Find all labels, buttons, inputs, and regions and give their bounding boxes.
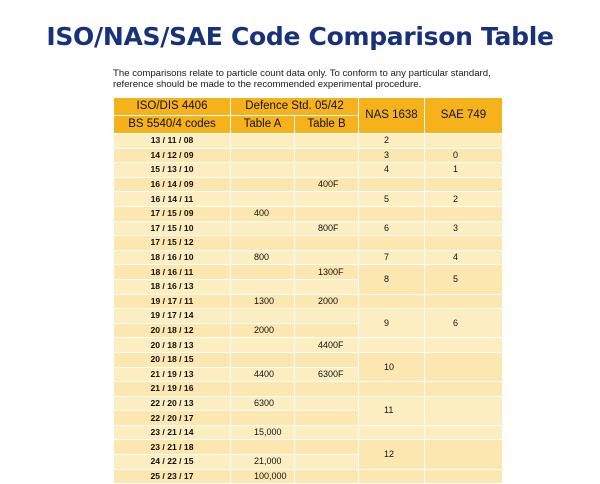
sae-cell (425, 177, 503, 192)
table-row (114, 309, 503, 324)
nas-cell (359, 236, 425, 251)
table-a-cell (231, 236, 295, 251)
nas-cell: 12 (359, 440, 425, 469)
table-b-cell (295, 411, 359, 426)
iso-code-cell: 23 / 21 / 14 (114, 425, 231, 440)
table-b-cell (295, 250, 359, 265)
iso-code-cell: 20 / 18 / 13 (114, 338, 231, 353)
table-body (114, 134, 503, 484)
table-a-cell (231, 382, 295, 397)
table-a-cell (231, 338, 295, 353)
iso-code-cell: 16 / 14 / 11 (114, 192, 231, 207)
table-b-cell (295, 469, 359, 484)
sae-cell (425, 338, 503, 353)
table-b-cell (295, 192, 359, 207)
table-a-cell (231, 177, 295, 192)
table-a-cell (231, 148, 295, 163)
nas-cell (359, 425, 425, 440)
iso-code-cell: 22 / 20 / 17 (114, 411, 231, 426)
iso-code-cell: 17 / 15 / 12 (114, 236, 231, 251)
nas-cell: 2 (359, 134, 425, 149)
nas-cell (359, 177, 425, 192)
table-a-cell (231, 134, 295, 149)
table-a-cell (231, 163, 295, 178)
iso-code-cell: 25 / 23 / 17 (114, 469, 231, 484)
table-a-cell: 1300 (231, 294, 295, 309)
iso-code-cell: 19 / 17 / 14 (114, 309, 231, 324)
sae-cell (425, 236, 503, 251)
nas-cell (359, 294, 425, 309)
nas-cell (359, 469, 425, 484)
table-row (114, 425, 503, 440)
table-a-cell: 6300 (231, 396, 295, 411)
iso-code-cell: 13 / 11 / 08 (114, 134, 231, 149)
iso-code-cell: 14 / 12 / 09 (114, 148, 231, 163)
table-row (114, 265, 503, 280)
table-row (114, 338, 503, 353)
iso-code-cell: 19 / 17 / 11 (114, 294, 231, 309)
nas-cell (359, 382, 425, 397)
table-b-cell: 4400F (295, 338, 359, 353)
table-a-cell (231, 192, 295, 207)
nas-cell: 8 (359, 265, 425, 294)
table-a-cell: 21,000 (231, 455, 295, 470)
nas-cell: 11 (359, 396, 425, 425)
table-row (114, 221, 503, 236)
nas-cell: 5 (359, 192, 425, 207)
table-b-cell (295, 148, 359, 163)
table-a-cell (231, 411, 295, 426)
iso-code-cell: 20 / 18 / 12 (114, 323, 231, 338)
table-b-cell (295, 323, 359, 338)
header-iso-line1: ISO/DIS 4406 (114, 98, 231, 116)
sae-cell: 4 (425, 250, 503, 265)
header-sae: SAE 749 (425, 98, 503, 134)
table-a-cell: 2000 (231, 323, 295, 338)
header-defence-std: Defence Std. 05/42 (231, 98, 359, 116)
iso-code-cell: 23 / 21 / 18 (114, 440, 231, 455)
table-b-cell: 400F (295, 177, 359, 192)
table-b-cell (295, 236, 359, 251)
table-b-cell: 2000 (295, 294, 359, 309)
sae-cell: 0 (425, 148, 503, 163)
iso-code-cell: 21 / 19 / 13 (114, 367, 231, 382)
table-a-cell (231, 279, 295, 294)
table-b-cell: 1300F (295, 265, 359, 280)
table-row (114, 134, 503, 149)
table-row (114, 250, 503, 265)
sae-cell: 6 (425, 309, 503, 338)
header-iso-line2: BS 5540/4 codes (114, 116, 231, 134)
table-row (114, 148, 503, 163)
table-b-cell (295, 425, 359, 440)
sae-cell: 1 (425, 163, 503, 178)
table-row (114, 206, 503, 221)
table-b-cell (295, 163, 359, 178)
iso-code-cell: 21 / 19 / 16 (114, 382, 231, 397)
sae-cell: 2 (425, 192, 503, 207)
comparison-table (113, 97, 503, 484)
sae-cell (425, 294, 503, 309)
header-table-b: Table B (295, 116, 359, 134)
table-a-cell (231, 221, 295, 236)
sae-cell (425, 382, 503, 397)
table-row (114, 192, 503, 207)
table-b-cell (295, 134, 359, 149)
table-b-cell (295, 309, 359, 324)
iso-code-cell: 15 / 13 / 10 (114, 163, 231, 178)
iso-code-cell: 18 / 16 / 10 (114, 250, 231, 265)
iso-code-cell: 17 / 15 / 09 (114, 206, 231, 221)
table-b-cell (295, 396, 359, 411)
table-row (114, 469, 503, 484)
iso-code-cell: 18 / 16 / 13 (114, 279, 231, 294)
header-nas: NAS 1638 (359, 98, 425, 134)
table-a-cell (231, 352, 295, 367)
intro-line-1: The comparisons relate to particle count data only. To conform to any particular standard, (113, 68, 491, 79)
table-b-cell (295, 279, 359, 294)
nas-cell: 7 (359, 250, 425, 265)
table-row (114, 440, 503, 455)
iso-code-cell: 17 / 15 / 10 (114, 221, 231, 236)
table-b-cell: 800F (295, 221, 359, 236)
iso-code-cell: 22 / 20 / 13 (114, 396, 231, 411)
intro-line-2: reference should be made to the recommended experimental procedure. (113, 79, 422, 90)
nas-cell: 6 (359, 221, 425, 236)
header-table-a: Table A (231, 116, 295, 134)
table-a-cell: 800 (231, 250, 295, 265)
sae-cell (425, 440, 503, 469)
table-a-cell: 15,000 (231, 425, 295, 440)
sae-cell: 3 (425, 221, 503, 236)
table-row (114, 396, 503, 411)
table-b-cell (295, 455, 359, 470)
table-row (114, 352, 503, 367)
intro-note (113, 68, 553, 90)
table-row (114, 382, 503, 397)
table-b-cell (295, 382, 359, 397)
nas-cell: 9 (359, 309, 425, 338)
nas-cell: 4 (359, 163, 425, 178)
nas-cell (359, 338, 425, 353)
table-row (114, 236, 503, 251)
sae-cell (425, 206, 503, 221)
sae-cell (425, 425, 503, 440)
sae-cell (425, 352, 503, 381)
table-a-cell: 100,000 (231, 469, 295, 484)
table-a-cell (231, 309, 295, 324)
iso-code-cell: 16 / 14 / 09 (114, 177, 231, 192)
sae-cell: 5 (425, 265, 503, 294)
sae-cell (425, 469, 503, 484)
sae-cell (425, 134, 503, 149)
table-row (114, 294, 503, 309)
iso-code-cell: 18 / 16 / 11 (114, 265, 231, 280)
table-b-cell (295, 206, 359, 221)
table-a-cell: 4400 (231, 367, 295, 382)
table-b-cell (295, 352, 359, 367)
table-a-cell: 400 (231, 206, 295, 221)
nas-cell (359, 206, 425, 221)
nas-cell: 3 (359, 148, 425, 163)
table-row (114, 163, 503, 178)
page-title: ISO/NAS/SAE Code Comparison Table (46, 22, 554, 51)
table-b-cell (295, 440, 359, 455)
table-b-cell: 6300F (295, 367, 359, 382)
iso-code-cell: 20 / 18 / 15 (114, 352, 231, 367)
table-a-cell (231, 265, 295, 280)
iso-code-cell: 24 / 22 / 15 (114, 455, 231, 470)
table-row (114, 177, 503, 192)
table-a-cell (231, 440, 295, 455)
nas-cell: 10 (359, 352, 425, 381)
sae-cell (425, 396, 503, 425)
